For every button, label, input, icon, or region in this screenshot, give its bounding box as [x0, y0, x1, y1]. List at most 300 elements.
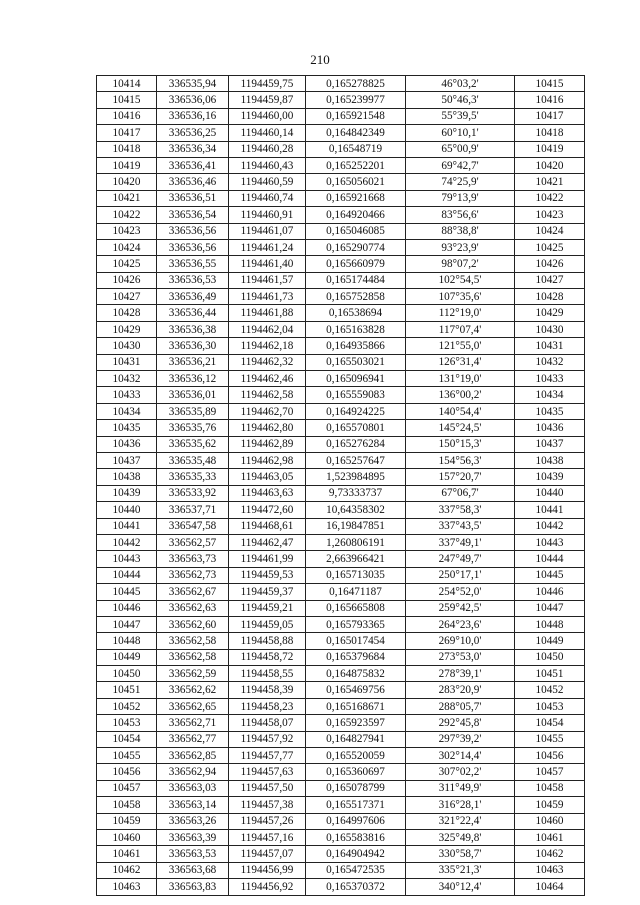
point-number-cell: 10457	[97, 780, 157, 796]
bearing-cell: 269°10,0'	[406, 633, 515, 649]
bearing-cell: 126°31,4'	[406, 354, 515, 370]
table-row	[97, 256, 585, 272]
next-point-cell: 10439	[515, 469, 585, 485]
distance-cell: 0,164935866	[306, 338, 406, 354]
distance-cell: 0,165056021	[306, 174, 406, 190]
y-coordinate-cell: 1194462,58	[229, 387, 306, 403]
table-row	[97, 715, 585, 731]
y-coordinate-cell: 1194460,74	[229, 190, 306, 206]
bearing-cell: 88°38,8'	[406, 223, 515, 239]
next-point-cell: 10462	[515, 846, 585, 862]
x-coordinate-cell: 336562,59	[157, 666, 229, 682]
x-coordinate-cell: 336563,39	[157, 829, 229, 845]
y-coordinate-cell: 1194460,43	[229, 157, 306, 173]
x-coordinate-cell: 336536,34	[157, 141, 229, 157]
distance-cell: 0,165472535	[306, 862, 406, 878]
distance-cell: 0,164904942	[306, 846, 406, 862]
point-number-cell: 10452	[97, 698, 157, 714]
table-row	[97, 551, 585, 567]
next-point-cell: 10443	[515, 534, 585, 550]
distance-cell: 2,663966421	[306, 551, 406, 567]
distance-cell: 0,165923597	[306, 715, 406, 731]
point-number-cell: 10460	[97, 829, 157, 845]
bearing-cell: 107°35,6'	[406, 289, 515, 305]
next-point-cell: 10449	[515, 633, 585, 649]
bearing-cell: 337°43,5'	[406, 518, 515, 534]
table-row	[97, 534, 585, 550]
distance-cell: 0,164920466	[306, 207, 406, 223]
table-row	[97, 272, 585, 288]
x-coordinate-cell: 336537,71	[157, 502, 229, 518]
bearing-cell: 292°45,8'	[406, 715, 515, 731]
table-row	[97, 666, 585, 682]
y-coordinate-cell: 1194462,04	[229, 321, 306, 337]
y-coordinate-cell: 1194457,26	[229, 813, 306, 829]
y-coordinate-cell: 1194461,88	[229, 305, 306, 321]
table-row	[97, 633, 585, 649]
y-coordinate-cell: 1194458,07	[229, 715, 306, 731]
distance-cell: 0,165096941	[306, 371, 406, 387]
y-coordinate-cell: 1194459,75	[229, 76, 306, 92]
next-point-cell: 10419	[515, 141, 585, 157]
y-coordinate-cell: 1194460,14	[229, 125, 306, 141]
next-point-cell: 10436	[515, 420, 585, 436]
table-row	[97, 420, 585, 436]
bearing-cell: 302°14,4'	[406, 748, 515, 764]
x-coordinate-cell: 336536,25	[157, 125, 229, 141]
point-number-cell: 10431	[97, 354, 157, 370]
y-coordinate-cell: 1194461,57	[229, 272, 306, 288]
x-coordinate-cell: 336536,53	[157, 272, 229, 288]
next-point-cell: 10442	[515, 518, 585, 534]
distance-cell: 0,165257647	[306, 452, 406, 468]
table-row	[97, 469, 585, 485]
next-point-cell: 10455	[515, 731, 585, 747]
y-coordinate-cell: 1194459,05	[229, 616, 306, 632]
x-coordinate-cell: 336536,41	[157, 157, 229, 173]
y-coordinate-cell: 1194458,55	[229, 666, 306, 682]
bearing-cell: 259°42,5'	[406, 600, 515, 616]
y-coordinate-cell: 1194462,46	[229, 371, 306, 387]
bearing-cell: 145°24,5'	[406, 420, 515, 436]
y-coordinate-cell: 1194459,87	[229, 92, 306, 108]
distance-cell: 0,165752858	[306, 289, 406, 305]
x-coordinate-cell: 336562,65	[157, 698, 229, 714]
distance-cell: 0,165046085	[306, 223, 406, 239]
table-row	[97, 223, 585, 239]
point-number-cell: 10443	[97, 551, 157, 567]
table-row	[97, 748, 585, 764]
point-number-cell: 10445	[97, 584, 157, 600]
y-coordinate-cell: 1194457,77	[229, 748, 306, 764]
y-coordinate-cell: 1194461,07	[229, 223, 306, 239]
distance-cell: 0,165078799	[306, 780, 406, 796]
bearing-cell: 307°02,2'	[406, 764, 515, 780]
x-coordinate-cell: 336535,76	[157, 420, 229, 436]
y-coordinate-cell: 1194461,40	[229, 256, 306, 272]
table-row	[97, 698, 585, 714]
x-coordinate-cell: 336536,21	[157, 354, 229, 370]
table-row	[97, 338, 585, 354]
y-coordinate-cell: 1194460,91	[229, 207, 306, 223]
bearing-cell: 278°39,1'	[406, 666, 515, 682]
table-row	[97, 387, 585, 403]
next-point-cell: 10420	[515, 157, 585, 173]
point-number-cell: 10435	[97, 420, 157, 436]
next-point-cell: 10445	[515, 567, 585, 583]
x-coordinate-cell: 336563,73	[157, 551, 229, 567]
point-number-cell: 10417	[97, 125, 157, 141]
table-row	[97, 141, 585, 157]
x-coordinate-cell: 336536,16	[157, 108, 229, 124]
y-coordinate-cell: 1194462,32	[229, 354, 306, 370]
table-row	[97, 567, 585, 583]
point-number-cell: 10449	[97, 649, 157, 665]
y-coordinate-cell: 1194460,28	[229, 141, 306, 157]
bearing-cell: 83°56,6'	[406, 207, 515, 223]
bearing-cell: 67°06,7'	[406, 485, 515, 501]
bearing-cell: 283°20,9'	[406, 682, 515, 698]
bearing-cell: 316°28,1'	[406, 797, 515, 813]
y-coordinate-cell: 1194458,72	[229, 649, 306, 665]
bearing-cell: 288°05,7'	[406, 698, 515, 714]
table-row	[97, 485, 585, 501]
y-coordinate-cell: 1194472,60	[229, 502, 306, 518]
bearing-cell: 150°15,3'	[406, 436, 515, 452]
x-coordinate-cell: 336536,01	[157, 387, 229, 403]
distance-cell: 0,165469756	[306, 682, 406, 698]
table-row	[97, 616, 585, 632]
point-number-cell: 10419	[97, 157, 157, 173]
point-number-cell: 10414	[97, 76, 157, 92]
x-coordinate-cell: 336562,63	[157, 600, 229, 616]
point-number-cell: 10432	[97, 371, 157, 387]
y-coordinate-cell: 1194459,37	[229, 584, 306, 600]
point-number-cell: 10448	[97, 633, 157, 649]
y-coordinate-cell: 1194459,21	[229, 600, 306, 616]
distance-cell: 0,165517371	[306, 797, 406, 813]
table-row	[97, 76, 585, 92]
coordinates-table-body	[97, 76, 585, 896]
distance-cell: 0,165168671	[306, 698, 406, 714]
distance-cell: 1,260806191	[306, 534, 406, 550]
x-coordinate-cell: 336536,06	[157, 92, 229, 108]
x-coordinate-cell: 336535,62	[157, 436, 229, 452]
y-coordinate-cell: 1194458,23	[229, 698, 306, 714]
point-number-cell: 10439	[97, 485, 157, 501]
distance-cell: 0,165660979	[306, 256, 406, 272]
x-coordinate-cell: 336536,56	[157, 239, 229, 255]
next-point-cell: 10458	[515, 780, 585, 796]
next-point-cell: 10425	[515, 239, 585, 255]
y-coordinate-cell: 1194456,92	[229, 879, 306, 895]
x-coordinate-cell: 336536,30	[157, 338, 229, 354]
x-coordinate-cell: 336562,58	[157, 649, 229, 665]
point-number-cell: 10442	[97, 534, 157, 550]
x-coordinate-cell: 336562,85	[157, 748, 229, 764]
coordinates-table	[96, 75, 585, 896]
bearing-cell: 65°00,9'	[406, 141, 515, 157]
bearing-cell: 154°56,3'	[406, 452, 515, 468]
distance-cell: 0,165370372	[306, 879, 406, 895]
next-point-cell: 10464	[515, 879, 585, 895]
distance-cell: 9,73333737	[306, 485, 406, 501]
table-row	[97, 862, 585, 878]
bearing-cell: 60°10,1'	[406, 125, 515, 141]
table-row	[97, 92, 585, 108]
next-point-cell: 10426	[515, 256, 585, 272]
point-number-cell: 10426	[97, 272, 157, 288]
bearing-cell: 264°23,6'	[406, 616, 515, 632]
y-coordinate-cell: 1194462,89	[229, 436, 306, 452]
distance-cell: 0,16471187	[306, 584, 406, 600]
point-number-cell: 10458	[97, 797, 157, 813]
y-coordinate-cell: 1194457,63	[229, 764, 306, 780]
next-point-cell: 10437	[515, 436, 585, 452]
bearing-cell: 136°00,2'	[406, 387, 515, 403]
x-coordinate-cell: 336563,14	[157, 797, 229, 813]
x-coordinate-cell: 336533,92	[157, 485, 229, 501]
next-point-cell: 10435	[515, 403, 585, 419]
x-coordinate-cell: 336536,49	[157, 289, 229, 305]
point-number-cell: 10436	[97, 436, 157, 452]
bearing-cell: 131°19,0'	[406, 371, 515, 387]
point-number-cell: 10425	[97, 256, 157, 272]
table-row	[97, 879, 585, 895]
distance-cell: 0,16538694	[306, 305, 406, 321]
bearing-cell: 297°39,2'	[406, 731, 515, 747]
x-coordinate-cell: 336562,60	[157, 616, 229, 632]
distance-cell: 0,164827941	[306, 731, 406, 747]
x-coordinate-cell: 336563,03	[157, 780, 229, 796]
x-coordinate-cell: 336562,62	[157, 682, 229, 698]
x-coordinate-cell: 336536,44	[157, 305, 229, 321]
table-row	[97, 305, 585, 321]
next-point-cell: 10450	[515, 649, 585, 665]
distance-cell: 0,165276284	[306, 436, 406, 452]
distance-cell: 0,165921668	[306, 190, 406, 206]
point-number-cell: 10420	[97, 174, 157, 190]
table-row	[97, 518, 585, 534]
point-number-cell: 10422	[97, 207, 157, 223]
y-coordinate-cell: 1194460,59	[229, 174, 306, 190]
point-number-cell: 10461	[97, 846, 157, 862]
x-coordinate-cell: 336536,51	[157, 190, 229, 206]
table-row	[97, 207, 585, 223]
x-coordinate-cell: 336563,68	[157, 862, 229, 878]
y-coordinate-cell: 1194457,92	[229, 731, 306, 747]
point-number-cell: 10415	[97, 92, 157, 108]
table-row	[97, 452, 585, 468]
distance-cell: 0,165379684	[306, 649, 406, 665]
distance-cell: 0,165921548	[306, 108, 406, 124]
y-coordinate-cell: 1194457,07	[229, 846, 306, 862]
y-coordinate-cell: 1194461,24	[229, 239, 306, 255]
table-row	[97, 190, 585, 206]
bearing-cell: 102°54,5'	[406, 272, 515, 288]
bearing-cell: 93°23,9'	[406, 239, 515, 255]
point-number-cell: 10434	[97, 403, 157, 419]
bearing-cell: 46°03,2'	[406, 76, 515, 92]
y-coordinate-cell: 1194459,53	[229, 567, 306, 583]
y-coordinate-cell: 1194462,98	[229, 452, 306, 468]
next-point-cell: 10416	[515, 92, 585, 108]
next-point-cell: 10457	[515, 764, 585, 780]
distance-cell: 0,165570801	[306, 420, 406, 436]
point-number-cell: 10440	[97, 502, 157, 518]
x-coordinate-cell: 336536,55	[157, 256, 229, 272]
distance-cell: 0,164924225	[306, 403, 406, 419]
y-coordinate-cell: 1194457,50	[229, 780, 306, 796]
table-row	[97, 797, 585, 813]
x-coordinate-cell: 336535,89	[157, 403, 229, 419]
table-row	[97, 321, 585, 337]
y-coordinate-cell: 1194462,18	[229, 338, 306, 354]
table-row	[97, 174, 585, 190]
bearing-cell: 250°17,1'	[406, 567, 515, 583]
point-number-cell: 10438	[97, 469, 157, 485]
next-point-cell: 10421	[515, 174, 585, 190]
distance-cell: 0,165583816	[306, 829, 406, 845]
point-number-cell: 10429	[97, 321, 157, 337]
bearing-cell: 273°53,0'	[406, 649, 515, 665]
next-point-cell: 10456	[515, 748, 585, 764]
y-coordinate-cell: 1194461,99	[229, 551, 306, 567]
next-point-cell: 10429	[515, 305, 585, 321]
y-coordinate-cell: 1194456,99	[229, 862, 306, 878]
distance-cell: 0,16548719	[306, 141, 406, 157]
distance-cell: 10,64358302	[306, 502, 406, 518]
table-row	[97, 403, 585, 419]
point-number-cell: 10450	[97, 666, 157, 682]
next-point-cell: 10452	[515, 682, 585, 698]
distance-cell: 0,165174484	[306, 272, 406, 288]
point-number-cell: 10456	[97, 764, 157, 780]
y-coordinate-cell: 1194461,73	[229, 289, 306, 305]
point-number-cell: 10446	[97, 600, 157, 616]
distance-cell: 0,165503021	[306, 354, 406, 370]
distance-cell: 0,165017454	[306, 633, 406, 649]
x-coordinate-cell: 336563,53	[157, 846, 229, 862]
x-coordinate-cell: 336536,38	[157, 321, 229, 337]
y-coordinate-cell: 1194463,63	[229, 485, 306, 501]
x-coordinate-cell: 336562,71	[157, 715, 229, 731]
distance-cell: 0,165793365	[306, 616, 406, 632]
point-number-cell: 10428	[97, 305, 157, 321]
y-coordinate-cell: 1194468,61	[229, 518, 306, 534]
next-point-cell: 10423	[515, 207, 585, 223]
bearing-cell: 140°54,4'	[406, 403, 515, 419]
bearing-cell: 55°39,5'	[406, 108, 515, 124]
point-number-cell: 10453	[97, 715, 157, 731]
point-number-cell: 10455	[97, 748, 157, 764]
next-point-cell: 10427	[515, 272, 585, 288]
distance-cell: 0,165559083	[306, 387, 406, 403]
point-number-cell: 10437	[97, 452, 157, 468]
point-number-cell: 10444	[97, 567, 157, 583]
next-point-cell: 10448	[515, 616, 585, 632]
next-point-cell: 10431	[515, 338, 585, 354]
distance-cell: 0,165278825	[306, 76, 406, 92]
next-point-cell: 10453	[515, 698, 585, 714]
next-point-cell: 10441	[515, 502, 585, 518]
table-row	[97, 371, 585, 387]
x-coordinate-cell: 336562,57	[157, 534, 229, 550]
point-number-cell: 10447	[97, 616, 157, 632]
x-coordinate-cell: 336536,54	[157, 207, 229, 223]
next-point-cell: 10463	[515, 862, 585, 878]
bearing-cell: 254°52,0'	[406, 584, 515, 600]
bearing-cell: 247°49,7'	[406, 551, 515, 567]
table-row	[97, 780, 585, 796]
bearing-cell: 74°25,9'	[406, 174, 515, 190]
y-coordinate-cell: 1194462,70	[229, 403, 306, 419]
point-number-cell: 10421	[97, 190, 157, 206]
next-point-cell: 10454	[515, 715, 585, 731]
next-point-cell: 10459	[515, 797, 585, 813]
y-coordinate-cell: 1194457,38	[229, 797, 306, 813]
next-point-cell: 10460	[515, 813, 585, 829]
table-row	[97, 600, 585, 616]
point-number-cell: 10451	[97, 682, 157, 698]
distance-cell: 16,19847851	[306, 518, 406, 534]
point-number-cell: 10454	[97, 731, 157, 747]
x-coordinate-cell: 336536,12	[157, 371, 229, 387]
y-coordinate-cell: 1194462,47	[229, 534, 306, 550]
bearing-cell: 121°55,0'	[406, 338, 515, 354]
table-row	[97, 731, 585, 747]
point-number-cell: 10463	[97, 879, 157, 895]
table-row	[97, 584, 585, 600]
bearing-cell: 340°12,4'	[406, 879, 515, 895]
y-coordinate-cell: 1194462,80	[229, 420, 306, 436]
next-point-cell: 10440	[515, 485, 585, 501]
point-number-cell: 10427	[97, 289, 157, 305]
x-coordinate-cell: 336562,94	[157, 764, 229, 780]
page-number: 210	[310, 52, 330, 67]
next-point-cell: 10461	[515, 829, 585, 845]
bearing-cell: 98°07,2'	[406, 256, 515, 272]
table-row	[97, 436, 585, 452]
x-coordinate-cell: 336562,58	[157, 633, 229, 649]
next-point-cell: 10430	[515, 321, 585, 337]
next-point-cell: 10438	[515, 452, 585, 468]
table-row	[97, 502, 585, 518]
next-point-cell: 10433	[515, 371, 585, 387]
table-row	[97, 846, 585, 862]
table-row	[97, 829, 585, 845]
y-coordinate-cell: 1194458,88	[229, 633, 306, 649]
distance-cell: 0,165239977	[306, 92, 406, 108]
bearing-cell: 337°58,3'	[406, 502, 515, 518]
bearing-cell: 157°20,7'	[406, 469, 515, 485]
distance-cell: 0,165163828	[306, 321, 406, 337]
bearing-cell: 117°07,4'	[406, 321, 515, 337]
table-row	[97, 108, 585, 124]
next-point-cell: 10447	[515, 600, 585, 616]
x-coordinate-cell: 336536,56	[157, 223, 229, 239]
bearing-cell: 325°49,8'	[406, 829, 515, 845]
point-number-cell: 10430	[97, 338, 157, 354]
distance-cell: 0,165713035	[306, 567, 406, 583]
x-coordinate-cell: 336563,26	[157, 813, 229, 829]
distance-cell: 0,165520059	[306, 748, 406, 764]
next-point-cell: 10418	[515, 125, 585, 141]
next-point-cell: 10444	[515, 551, 585, 567]
next-point-cell: 10434	[515, 387, 585, 403]
distance-cell: 0,164842349	[306, 125, 406, 141]
point-number-cell: 10462	[97, 862, 157, 878]
